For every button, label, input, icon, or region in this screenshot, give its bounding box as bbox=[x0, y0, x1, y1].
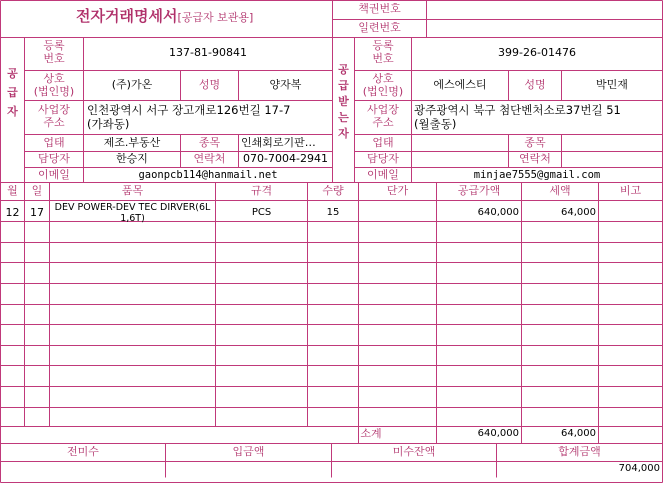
col-unit-price-header: 단가 bbox=[386, 185, 409, 197]
book-no-label: 책권번호 bbox=[358, 3, 401, 15]
supplier-biz-type: 제조.부동산 bbox=[103, 137, 161, 149]
supplier-contact: 070-7004-2941 bbox=[243, 153, 328, 165]
buyer-reg-no-label: 등록 번호 bbox=[372, 40, 394, 65]
col-supply-header: 공급가액 bbox=[457, 185, 501, 197]
buyer-company: 에스에스티 bbox=[433, 79, 487, 91]
supplier-name: 양자복 bbox=[269, 79, 302, 91]
subtotal-label: 소계 bbox=[360, 428, 382, 440]
col-tax-header: 세액 bbox=[549, 185, 571, 197]
buyer-side-label: 공 급 받 는 자 bbox=[338, 63, 349, 140]
buyer-email: minjae7555@gmail.com bbox=[473, 169, 601, 181]
col-qty-header: 수량 bbox=[322, 185, 344, 197]
total-label: 합계금액 bbox=[558, 446, 601, 458]
supplier-manager: 한승지 bbox=[116, 153, 148, 165]
supplier-email-label: 이메일 bbox=[38, 169, 70, 181]
row-month: 12 bbox=[5, 207, 20, 219]
col-spec-header: 규격 bbox=[250, 185, 273, 197]
serial-no-label: 일련번호 bbox=[358, 22, 401, 34]
supplier-item: 인쇄회로기판… bbox=[241, 137, 316, 149]
row-product-line1: DEV POWER-DEV TEC DIRVER(6L bbox=[54, 203, 211, 213]
buyer-company-label: 상호 (법인명) bbox=[362, 73, 404, 98]
supplier-side-label: 공 급 자 bbox=[7, 67, 18, 118]
col-day-header: 일 bbox=[31, 185, 43, 197]
buyer-name-label: 성명 bbox=[524, 79, 546, 91]
row-product-line2: 1,6T) bbox=[120, 214, 145, 224]
row-qty: 15 bbox=[326, 207, 340, 218]
total-value: 704,000 bbox=[618, 463, 660, 474]
row-spec: PCS bbox=[251, 207, 272, 218]
row-tax: 64,000 bbox=[561, 207, 596, 218]
buyer-biz-type-label: 업태 bbox=[372, 137, 394, 149]
prev-balance-label: 전미수 bbox=[67, 446, 99, 458]
subtitle-text: [공급자 보관용] bbox=[177, 11, 254, 24]
buyer-item-label: 종목 bbox=[524, 137, 546, 149]
row-day: 17 bbox=[30, 207, 44, 219]
col-product-header: 품목 bbox=[121, 185, 144, 197]
buyer-address-label: 사업장 주소 bbox=[367, 104, 399, 129]
buyer-email-label: 이메일 bbox=[367, 169, 399, 181]
supplier-address-label: 사업장 주소 bbox=[38, 104, 70, 129]
deposit-label: 입금액 bbox=[232, 446, 265, 458]
buyer-name: 박민재 bbox=[596, 79, 628, 91]
buyer-address-line1: 광주광역시 북구 첨단벤처소로37번길 51 bbox=[414, 104, 621, 117]
supplier-email: gaonpcb114@hanmail.net bbox=[138, 169, 278, 181]
supplier-name-label: 성명 bbox=[198, 79, 221, 91]
supplier-address-line1: 인천광역시 서구 장고개로126번길 17-7 bbox=[87, 104, 291, 117]
buyer-address-line2: (월출동) bbox=[414, 118, 457, 131]
col-month-header: 월 bbox=[7, 185, 18, 197]
buyer-reg-no: 399-26-01476 bbox=[498, 47, 576, 59]
supplier-company: (주)가온 bbox=[111, 79, 153, 91]
supplier-address-line2: (가좌동) bbox=[87, 118, 130, 131]
buyer-manager-label: 담당자 bbox=[367, 153, 399, 165]
subtotal-supply: 640,000 bbox=[477, 428, 519, 439]
supplier-manager-label: 담당자 bbox=[38, 153, 70, 165]
supplier-biz-type-label: 업태 bbox=[43, 137, 65, 149]
supplier-reg-no: 137-81-90841 bbox=[169, 47, 247, 59]
buyer-contact-label: 연락처 bbox=[519, 153, 551, 165]
supplier-contact-label: 연락처 bbox=[193, 153, 226, 165]
supplier-reg-no-label: 등록 번호 bbox=[43, 40, 65, 65]
row-supply: 640,000 bbox=[477, 207, 519, 218]
col-note-header: 비고 bbox=[619, 185, 642, 197]
document-title bbox=[76, 8, 326, 28]
unpaid-label: 미수잔액 bbox=[392, 446, 436, 458]
title-text: 전자거래명세서 bbox=[76, 8, 178, 25]
subtotal-tax: 64,000 bbox=[561, 428, 596, 439]
supplier-item-label: 종목 bbox=[198, 137, 221, 149]
supplier-company-label: 상호 (법인명) bbox=[33, 73, 75, 98]
